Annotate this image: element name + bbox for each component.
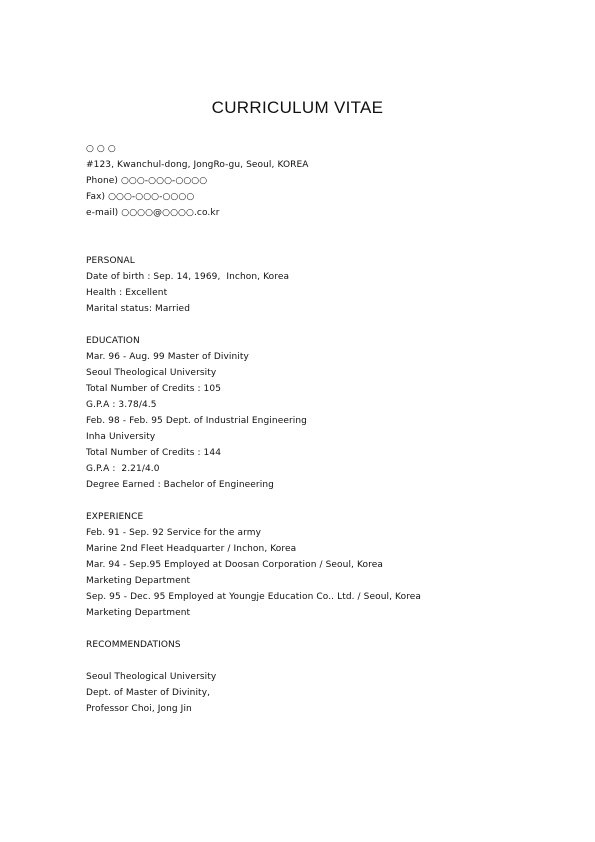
experience-section (86, 509, 546, 621)
contact-fax: Fax) ○○○-○○○-○○○○ (86, 192, 195, 202)
document-title: CURRICULUM VITAE (211, 98, 384, 117)
section-heading-recommendations: RECOMMENDATIONS (86, 640, 181, 650)
education-line: Total Number of Credits : 105 (86, 384, 222, 394)
contact-phone: Phone) ○○○-○○○-○○○○ (86, 176, 208, 186)
education-line: Seoul Theological University (86, 368, 217, 378)
experience-line: Feb. 91 - Sep. 92 Service for the army (86, 528, 262, 538)
contact-name: ○ ○ ○ (86, 144, 116, 154)
contact-address: #123, Kwanchul-dong, JongRo-gu, Seoul, KOREA (86, 160, 309, 170)
section-heading-experience: EXPERIENCE (86, 512, 144, 522)
personal-section (86, 253, 546, 317)
document-body (86, 141, 546, 717)
contact-block (86, 141, 546, 221)
recommendation-line: Professor Choi, Jong Jin (86, 704, 192, 714)
spacer (86, 221, 546, 253)
section-heading-education: EDUCATION (86, 336, 140, 346)
education-line: G.P.A : 2.21/4.0 (86, 464, 160, 474)
spacer (86, 621, 546, 637)
experience-line: Mar. 94 - Sep.95 Employed at Doosan Corporation / Seoul, Korea (86, 560, 383, 570)
recommendations-section (86, 637, 546, 717)
education-line: Inha University (86, 432, 156, 442)
education-line: G.P.A : 3.78/4.5 (86, 400, 157, 410)
experience-line: Marketing Department (86, 608, 191, 618)
personal-line: Date of birth : Sep. 14, 1969, Inchon, Korea (86, 272, 290, 282)
education-line: Mar. 96 - Aug. 99 Master of Divinity (86, 352, 249, 362)
education-line: Degree Earned : Bachelor of Engineering (86, 480, 274, 490)
recommendation-line: Seoul Theological University (86, 672, 217, 682)
education-section (86, 333, 546, 493)
experience-line: Sep. 95 - Dec. 95 Employed at Youngje Education Co.. Ltd. / Seoul, Korea (86, 592, 422, 602)
section-heading-personal: PERSONAL (86, 256, 135, 266)
recommendation-line: Dept. of Master of Divinity, (86, 688, 211, 698)
spacer (86, 317, 546, 333)
personal-line: Health : Excellent (86, 288, 168, 298)
personal-line: Marital status: Married (86, 304, 191, 314)
education-line: Total Number of Credits : 144 (86, 448, 222, 458)
contact-email: e-mail) ○○○○@○○○○.co.kr (86, 208, 220, 218)
spacer (86, 493, 546, 509)
experience-line: Marketing Department (86, 576, 191, 586)
spacer (86, 653, 546, 669)
experience-line: Marine 2nd Fleet Headquarter / Inchon, Korea (86, 544, 297, 554)
education-line: Feb. 98 - Feb. 95 Dept. of Industrial Engineering (86, 416, 307, 426)
